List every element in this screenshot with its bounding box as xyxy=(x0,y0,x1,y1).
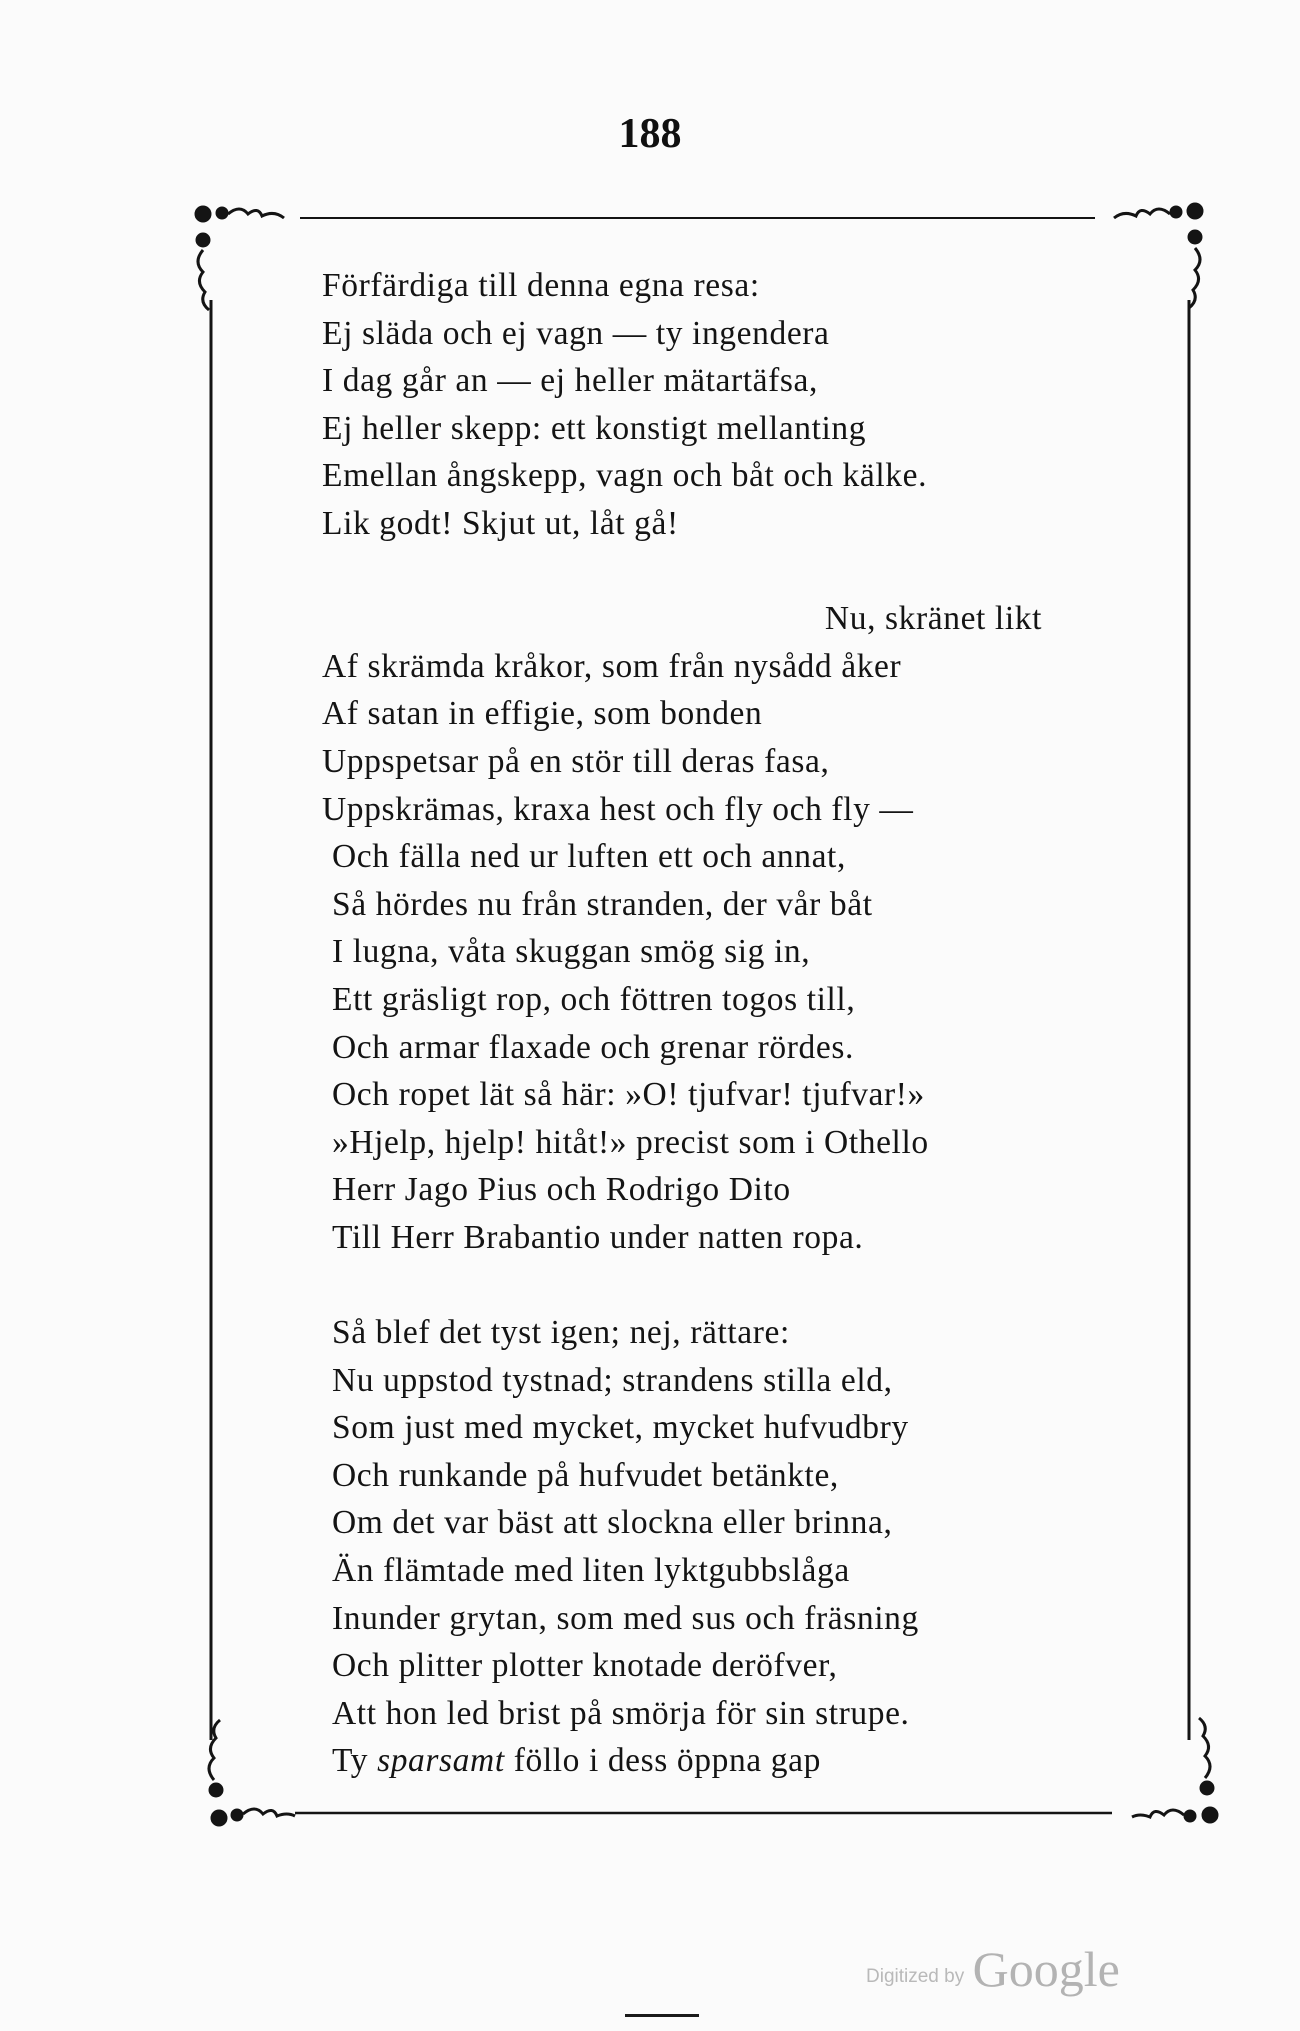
poem-line: Och armar flaxade och grenar rördes. xyxy=(332,1028,854,1066)
stanza-gap xyxy=(322,548,1042,596)
corner-ornament-top-right xyxy=(1114,203,1203,308)
page-number: 188 xyxy=(618,111,682,157)
poem-line-continued: Nu, skränet likt xyxy=(824,600,1042,638)
digitization-credit xyxy=(866,1940,1120,1998)
poem-line: Till Herr Brabantio under natten ropa. xyxy=(332,1218,864,1256)
poem-line: Af skrämda kråkor, som från nysådd åker xyxy=(322,647,902,685)
poem-line: Inunder grytan, som med sus och fräsning xyxy=(332,1599,919,1637)
stanza-gap xyxy=(322,1261,1042,1309)
bottom-rule xyxy=(625,2014,699,2017)
poem-line: I lugna, våta skuggan smög sig in, xyxy=(332,933,811,971)
digitized-by-label: Digitized by xyxy=(866,1966,965,1987)
corner-ornament-bottom-right xyxy=(1132,1718,1218,1823)
poem-line: Emellan ångskepp, vagn och båt och kälke. xyxy=(322,457,928,495)
poem-line: Så blef det tyst igen; nej, rättare: xyxy=(332,1314,790,1352)
text-run: Ty xyxy=(332,1742,378,1780)
poem-line: Uppspetsar på en stör till deras fasa, xyxy=(322,742,830,780)
poem-line: Om det var bäst att slockna eller brinna, xyxy=(332,1504,893,1542)
poem-line: I dag går an — ej heller mätartäfsa, xyxy=(322,362,818,400)
poem-line: Ej heller skepp: ett konstigt mellanting xyxy=(322,409,867,447)
poem-line: Nu uppstod tystnad; strandens stilla eld, xyxy=(332,1361,893,1399)
poem-text xyxy=(322,262,1042,1785)
poem-line: Och runkande på hufvudet betänkte, xyxy=(332,1456,839,1494)
poem-line: Så hördes nu från stranden, der vår båt xyxy=(332,885,873,923)
corner-ornament-bottom-left xyxy=(209,1720,295,1826)
poem-line: Lik godt! Skjut ut, låt gå! xyxy=(322,504,679,542)
poem-line: »Hjelp, hjelp! hitåt!» precist som i Othello xyxy=(332,1123,929,1161)
text-run: föllo i dess öppna gap xyxy=(504,1742,821,1780)
poem-line: Än flämtade med liten lyktgubbslåga xyxy=(332,1552,850,1590)
poem-line: Af satan in effigie, som bonden xyxy=(322,695,763,733)
poem-line: Att hon led brist på smörja för sin strupe. xyxy=(332,1694,910,1732)
poem-line-last xyxy=(322,1737,1042,1785)
poem-line: Och fälla ned ur luften ett och annat, xyxy=(332,838,846,876)
corner-ornament-top-left xyxy=(195,206,284,310)
poem-line: Ej släda och ej vagn — ty ingendera xyxy=(322,314,830,352)
poem-line: Ett gräsligt rop, och föttren togos till, xyxy=(332,980,856,1018)
google-logo: Google xyxy=(972,1941,1120,1997)
poem-line: Uppskrämas, kraxa hest och fly och fly — xyxy=(322,790,914,828)
poem-line: Som just med mycket, mycket hufvudbry xyxy=(332,1409,909,1447)
poem-line: Förfärdiga till denna egna resa: xyxy=(322,267,760,304)
poem-line: Herr Jago Pius och Rodrigo Dito xyxy=(332,1171,791,1209)
italic-word: sparsamt xyxy=(377,1742,505,1780)
poem-line: Och ropet lät så här: »O! tjufvar! tjufvar!» xyxy=(332,1076,925,1114)
poem-line: Och plitter plotter knotade deröfver, xyxy=(332,1647,838,1685)
